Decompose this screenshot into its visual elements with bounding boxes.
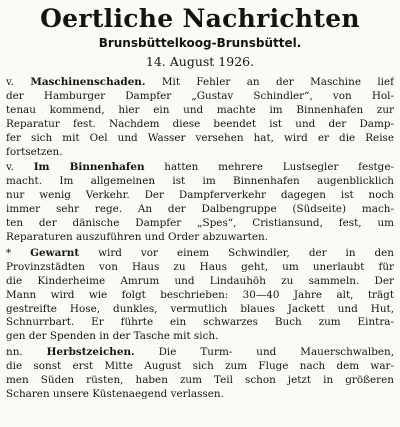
- text-segment: fer sich mit Oel und Wasser versehen hat, wird er die Reise: [6, 131, 394, 144]
- issue-date: 14. August 1926.: [145, 54, 255, 69]
- text-line: [6, 303, 394, 317]
- text-segment: immer sehr rege. An der Dalbengruppe (Südseite) mach-: [6, 203, 394, 216]
- text-segment: Reparatur fest. Nachdem diese beendet ist und der Damp-: [6, 117, 394, 130]
- text-segment: *: [6, 246, 31, 259]
- text-line: [6, 189, 394, 203]
- item-headline: Gewarnt: [30, 246, 80, 259]
- text-segment: gen der Spenden in der Tasche mit sich.: [6, 330, 219, 343]
- text-segment: der Hamburger Dampfer „Gustav Schindler“, von Hol-: [6, 89, 394, 102]
- text-segment: Reparaturen auszuführen und Order abzuwarten.: [6, 230, 268, 243]
- text-line: [6, 374, 394, 388]
- text-segment: v.: [6, 161, 34, 174]
- text-line: [6, 217, 394, 231]
- text-segment: macht. Im allgemeinen ist im Binnenhafen augenblicklich: [6, 175, 394, 188]
- item-headline: Maschinenschaden.: [30, 76, 146, 88]
- text-segment: die Kinderheime Amrum und Lindauhöh zu sammeln. Der: [6, 274, 394, 287]
- item-headline: Im Binnenhafen: [33, 161, 145, 174]
- item-headline: Herbstzeichen.: [46, 346, 135, 359]
- news-paragraph: [6, 76, 394, 159]
- text-segment: die sonst erst Mitte August sich zum Fluge nach dem war-: [6, 360, 394, 373]
- news-paragraph: [6, 346, 394, 402]
- masthead: [6, 0, 394, 70]
- text-line: [6, 203, 394, 217]
- text-line: [6, 90, 394, 104]
- news-paragraph: [6, 161, 394, 244]
- text-line: [6, 161, 394, 175]
- text-segment: Mann wird wie folgt beschrieben: 30—40 Jahre alt, trägt: [6, 288, 394, 301]
- text-line: [6, 316, 394, 330]
- text-line: [6, 231, 394, 245]
- text-segment: gestreifte Hose, dunkles, vermutlich blaues Jackett und Hut,: [6, 302, 394, 315]
- text-line: [6, 275, 394, 289]
- news-paragraph: [6, 247, 394, 344]
- text-segment: tenau kommend, hier ein und machte im Binnenhafen zur: [6, 103, 394, 116]
- text-line: [6, 261, 394, 275]
- text-segment: men Süden rüsten, haben zum Teil schon jetzt in größeren: [6, 374, 394, 387]
- text-line: [6, 118, 394, 132]
- text-segment: ten der dänische Dampfer „Spes“, Cristiansund, fest, um: [6, 217, 394, 230]
- text-line: [6, 346, 394, 360]
- text-line: [6, 247, 394, 261]
- text-line: [6, 289, 394, 303]
- text-segment: nur wenig Verkehr. Der Dampferverkehr dagegen ist noch: [6, 189, 394, 202]
- text-line: [6, 360, 394, 374]
- text-line: [6, 76, 394, 90]
- text-line: [6, 132, 394, 146]
- text-segment: fortsetzen.: [6, 145, 63, 158]
- text-segment: Schnurrbart. Er führte ein schwarzes Buch zum Eintra-: [6, 316, 394, 329]
- text-segment: Mit Fehler an der Maschine lief: [145, 76, 394, 88]
- text-segment: Scharen unsere Küstenaegend verlassen.: [6, 387, 224, 400]
- text-segment: wird vor einem Schwindler, der in den: [79, 246, 394, 259]
- text-line: [6, 104, 394, 118]
- text-line: [6, 175, 394, 189]
- text-line: [6, 146, 394, 160]
- text-segment: Die Turm- und Mauerschwalben,: [134, 346, 394, 359]
- page-title: Oertliche Nachrichten: [40, 4, 360, 33]
- text-line: [6, 388, 394, 402]
- text-segment: Provinzstädten von Haus zu Haus geht, um unerlaubt für: [6, 260, 394, 273]
- section-subtitle: Brunsbüttelkoog-Brunsbüttel.: [98, 36, 302, 50]
- text-segment: hatten mehrere Lustsegler festge-: [144, 161, 394, 174]
- text-segment: nn.: [6, 346, 47, 359]
- article-body: [6, 76, 394, 402]
- text-segment: v.: [6, 76, 31, 88]
- text-line: [6, 330, 394, 344]
